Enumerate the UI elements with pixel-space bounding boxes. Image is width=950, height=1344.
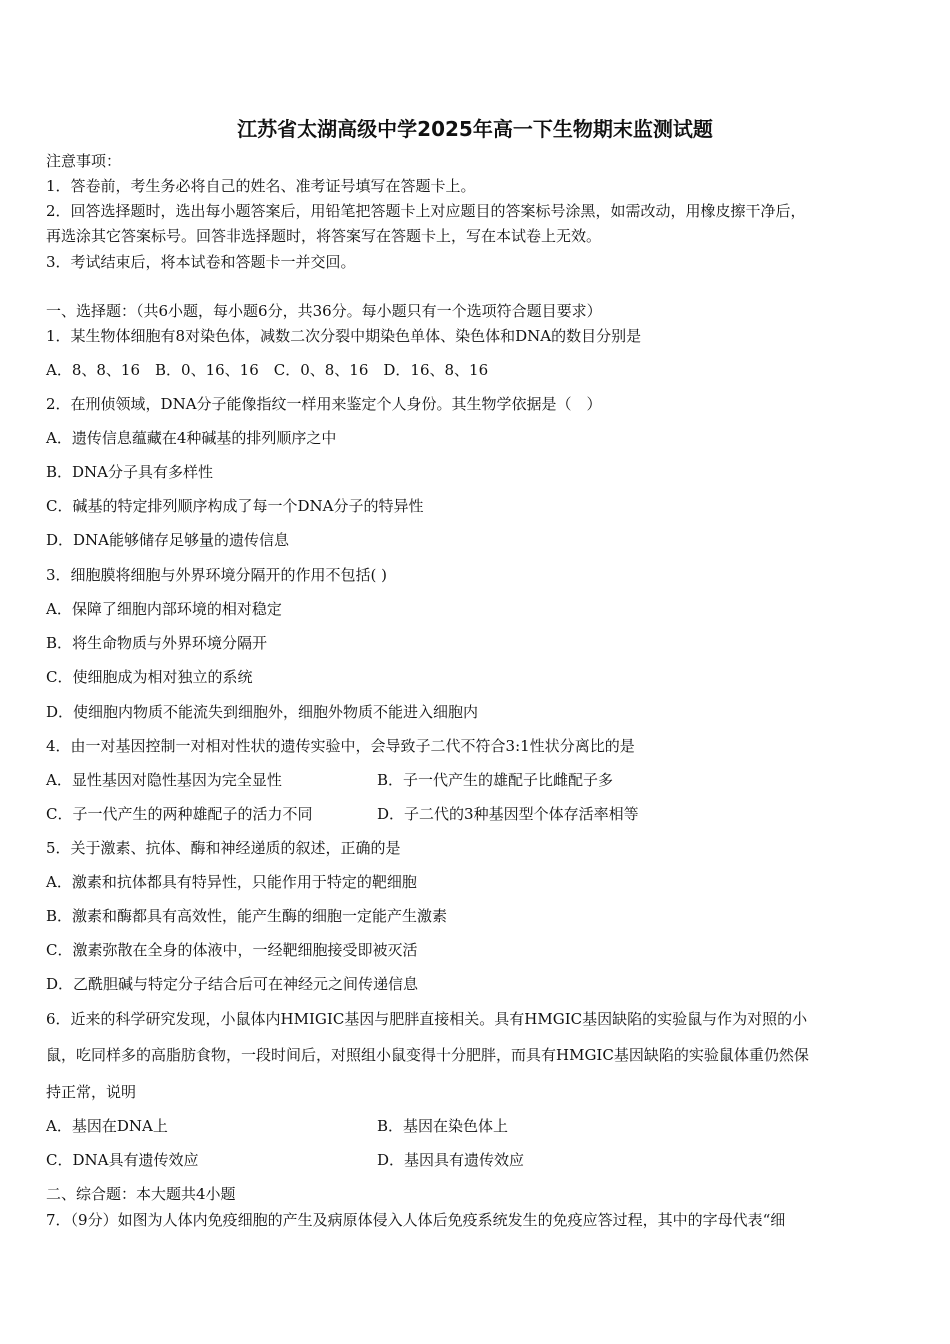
question-5-option-b: B．激素和酶都具有高效性，能产生酶的细胞一定能产生激素	[46, 907, 448, 925]
question-2-option-d: D．DNA能够储存足够量的遗传信息	[46, 531, 290, 549]
question-4-option-d: D．子二代的3种基因型个体存活率相等	[377, 805, 639, 823]
question-7-stem: 7．（9分）如图为人体内免疫细胞的产生及病原体侵入人体后免疫系统发生的免疫应答过程，其中的字母代表“细	[46, 1211, 786, 1229]
question-4-option-b: B．子一代产生的雄配子比雌配子多	[377, 771, 614, 789]
question-4-option-a: A．显性基因对隐性基因为完全显性	[46, 771, 282, 789]
question-1-options: A．8、8、16 B．0、16、16 C．0、8、16 D．16、8、16	[46, 361, 489, 379]
question-4-stem: 4．由一对基因控制一对相对性状的遗传实验中，会导致子二代不符合3:1性状分离比的是	[46, 737, 635, 755]
notice-item: 3．考试结束后，将本试卷和答题卡一并交回。	[46, 253, 356, 271]
question-6-option-a: A．基因在DNA上	[46, 1117, 168, 1135]
question-2-stem: 2．在刑侦领域，DNA分子能像指纹一样用来鉴定个人身份。其生物学依据是（ ）	[46, 395, 602, 413]
question-2-option-a: A．遗传信息蕴藏在4种碱基的排列顺序之中	[46, 429, 337, 447]
question-4-option-c: C．子一代产生的两种雄配子的活力不同	[46, 805, 313, 823]
notice-heading: 注意事项：	[46, 152, 122, 170]
question-6-option-b: B．基因在染色体上	[377, 1117, 509, 1135]
question-1-stem: 1．某生物体细胞有8对染色体，减数二次分裂中期染色单体、染色体和DNA的数目分别是	[46, 327, 642, 345]
question-5-stem: 5．关于激素、抗体、酶和神经递质的叙述，正确的是	[46, 839, 401, 857]
question-3-option-c: C．使细胞成为相对独立的系统	[46, 668, 253, 686]
notice-item: 再选涂其它答案标号。回答非选择题时，将答案写在答题卡上，写在本试卷上无效。	[46, 227, 602, 245]
question-6-option-d: D．基因具有遗传效应	[377, 1151, 525, 1169]
question-3-option-d: D．使细胞内物质不能流失到细胞外，细胞外物质不能进入细胞内	[46, 703, 479, 721]
question-6-stem: 持正常，说明	[46, 1083, 137, 1101]
question-2-option-b: B．DNA分子具有多样性	[46, 463, 214, 481]
notice-item: 1．答卷前，考生务必将自己的姓名、准考证号填写在答题卡上。	[46, 177, 476, 195]
question-5-option-d: D．乙酰胆碱与特定分子结合后可在神经元之间传递信息	[46, 975, 419, 993]
question-3-option-b: B．将生命物质与外界环境分隔开	[46, 634, 268, 652]
question-5-option-c: C．激素弥散在全身的体液中，一经靶细胞接受即被灭活	[46, 941, 418, 959]
section-heading-1: 一、选择题：（共6小题，每小题6分，共36分。每小题只有一个选项符合题目要求）	[46, 302, 602, 320]
question-6-stem: 鼠，吃同样多的高脂肪食物，一段时间后，对照组小鼠变得十分肥胖，而具有HMGIC基因缺陷的实验鼠体重仍然保	[46, 1046, 809, 1064]
question-6-option-c: C．DNA具有遗传效应	[46, 1151, 199, 1169]
question-3-stem: 3．细胞膜将细胞与外界环境分隔开的作用不包括( )	[46, 566, 388, 584]
section-heading-2: 二、综合题：本大题共4小题	[46, 1185, 236, 1203]
notice-item: 2．回答选择题时，选出每小题答案后，用铅笔把答题卡上对应题目的答案标号涂黑，如需改动，用橡皮擦干净后，	[46, 202, 806, 220]
question-2-option-c: C．碱基的特定排列顺序构成了每一个DNA分子的特异性	[46, 497, 424, 515]
page-title: 江苏省太湖高级中学2025年高一下生物期末监测试题	[237, 117, 713, 141]
question-3-option-a: A．保障了细胞内部环境的相对稳定	[46, 600, 282, 618]
question-6-stem: 6．近来的科学研究发现，小鼠体内HMIGIC基因与肥胖直接相关。具有HMGIC基因缺陷的实验鼠与作为对照的小	[46, 1010, 808, 1028]
question-5-option-a: A．激素和抗体都具有特异性，只能作用于特定的靶细胞	[46, 873, 417, 891]
